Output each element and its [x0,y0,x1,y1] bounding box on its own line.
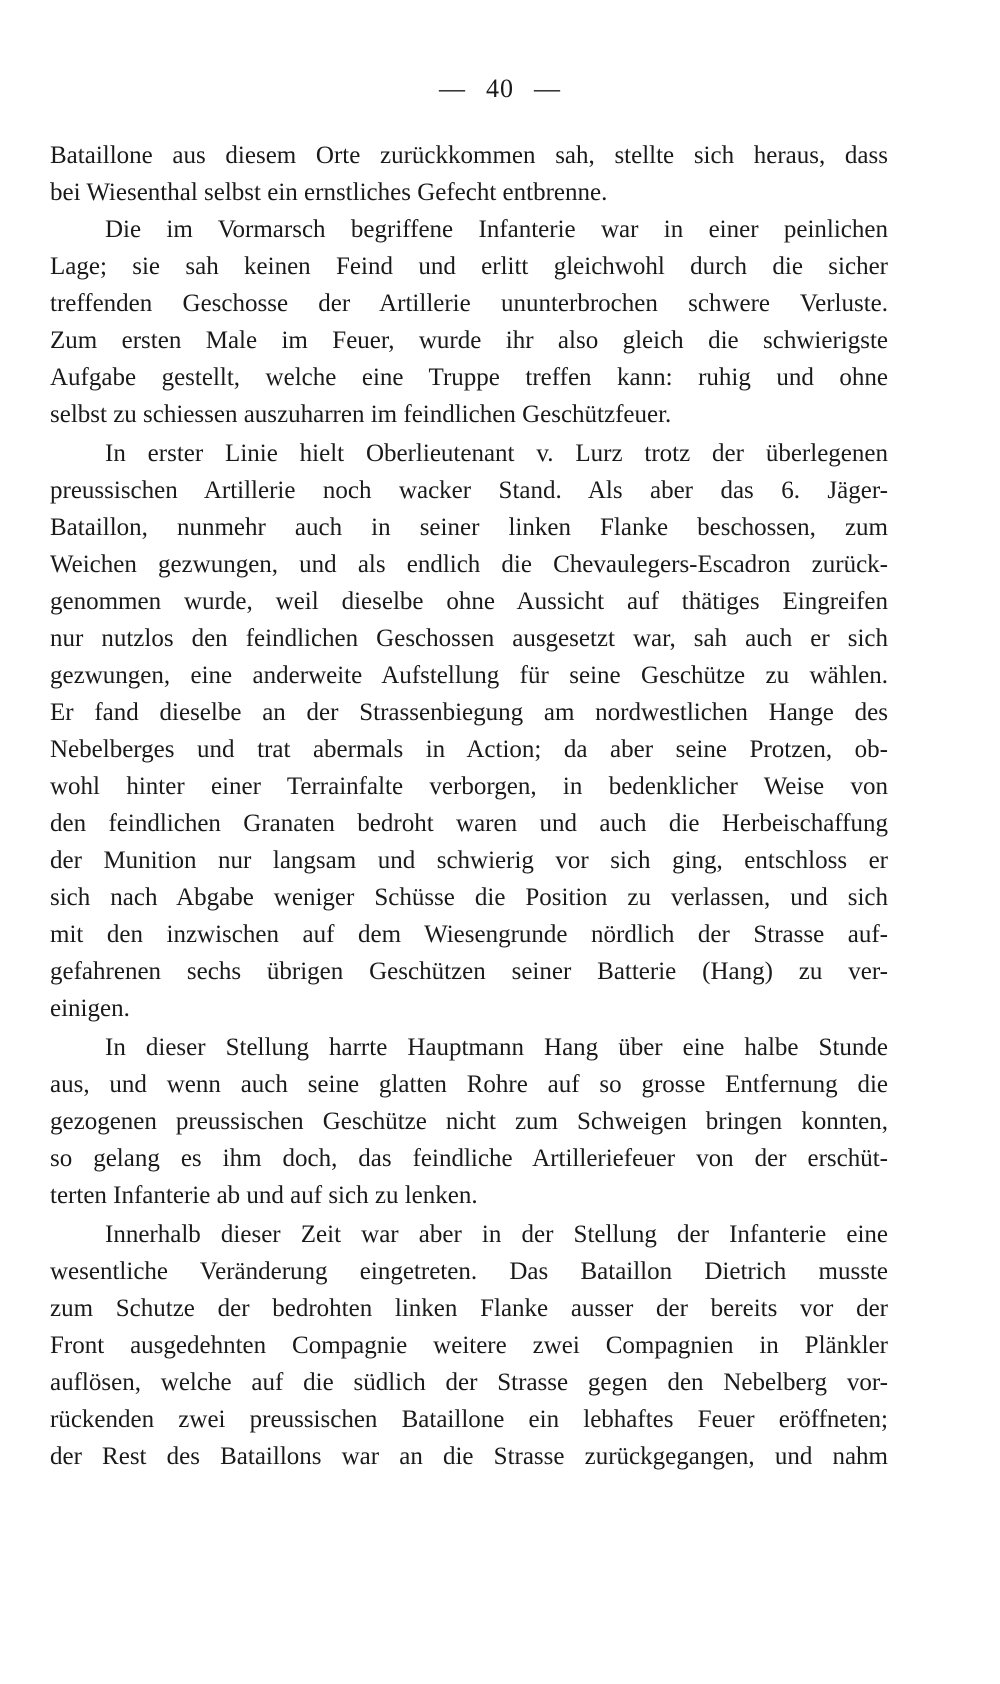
text-line: Aufgabe gestellt, welche eine Truppe treffen kann: ruhig und ohne [50,364,888,391]
text-line: In dieser Stellung harrte Hauptmann Hang über eine halbe Stunde [105,1034,888,1061]
text-line: gezogenen preussischen Geschütze nicht zum Schweigen bringen konnten, [50,1108,888,1135]
text-line: wesentliche Veränderung eingetreten. Das Bataillon Dietrich musste [50,1258,888,1285]
text-line: auflösen, welche auf die südlich der Strasse gegen den Nebelberg vor- [50,1369,888,1396]
text-line: den feindlichen Granaten bedroht waren und auch die Herbeischaffung [50,810,888,837]
text-line: gezwungen, eine anderweite Aufstellung für seine Geschütze zu wählen. [50,662,888,689]
text-line: rückenden zwei preussischen Bataillone ein lebhaftes Feuer eröffneten; [50,1406,888,1433]
text-line: treffenden Geschosse der Artillerie ununterbrochen schwere Verluste. [50,290,888,317]
body-text [50,137,888,1475]
text-line: wohl hinter einer Terrainfalte verborgen, in bedenklicher Weise von [50,773,888,800]
text-line: Zum ersten Male im Feuer, wurde ihr also gleich die schwierigste [50,327,888,354]
text-line: Innerhalb dieser Zeit war aber in der Stellung der Infanterie eine [105,1221,888,1248]
text-line: terten Infanterie ab und auf sich zu lenken. [50,1182,478,1209]
text-line: der Munition nur langsam und schwierig vor sich ging, entschloss er [50,847,888,874]
text-line: Die im Vormarsch begriffene Infanterie war in einer peinlichen [105,216,888,243]
page-number-value: 40 [486,74,514,103]
text-line: Bataillon, nunmehr auch in seiner linken Flanke beschossen, zum [50,514,888,541]
text-line: mit den inzwischen auf dem Wiesengrunde nördlich der Strasse auf- [50,921,888,948]
text-line: Bataillone aus diesem Orte zurückkommen sah, stellte sich heraus, dass [50,142,888,169]
text-line: genommen wurde, weil dieselbe ohne Aussicht auf thätiges Eingreifen [50,588,888,615]
text-line: Nebelberges und trat abermals in Action; da aber seine Protzen, ob- [50,736,888,763]
text-line: selbst zu schiessen auszuharren im feindlichen Geschützfeuer. [50,401,672,428]
text-line: einigen. [50,995,130,1022]
page-number [0,74,1000,104]
text-line: Front ausgedehnten Compagnie weitere zwei Compagnien in Plänkler [50,1332,888,1359]
text-line: zum Schutze der bedrohten linken Flanke ausser der bereits vor der [50,1295,888,1322]
text-line: sich nach Abgabe weniger Schüsse die Position zu verlassen, und sich [50,884,888,911]
text-line: nur nutzlos den feindlichen Geschossen ausgesetzt war, sah auch er sich [50,625,888,652]
text-line: bei Wiesenthal selbst ein ernstliches Gefecht entbrenne. [50,179,608,206]
page-number-right-dash: — [534,74,561,103]
text-line: In erster Linie hielt Oberlieutenant v. Lurz trotz der überlegenen [105,440,888,467]
text-line: so gelang es ihm doch, das feindliche Artilleriefeuer von der erschüt- [50,1145,888,1172]
text-line: Er fand dieselbe an der Strassenbiegung am nordwestlichen Hange des [50,699,888,726]
text-line: Lage; sie sah keinen Feind und erlitt gleichwohl durch die sicher [50,253,888,280]
text-line: preussischen Artillerie noch wacker Stand. Als aber das 6. Jäger- [50,477,888,504]
text-line: Weichen gezwungen, und als endlich die Chevaulegers-Escadron zurück- [50,551,888,578]
text-line: der Rest des Bataillons war an die Strasse zurückgegangen, und nahm [50,1443,888,1470]
page-number-left-dash: — [439,74,466,103]
text-line: aus, und wenn auch seine glatten Rohre auf so grosse Entfernung die [50,1071,888,1098]
text-line: gefahrenen sechs übrigen Geschützen seiner Batterie (Hang) zu ver- [50,958,888,985]
